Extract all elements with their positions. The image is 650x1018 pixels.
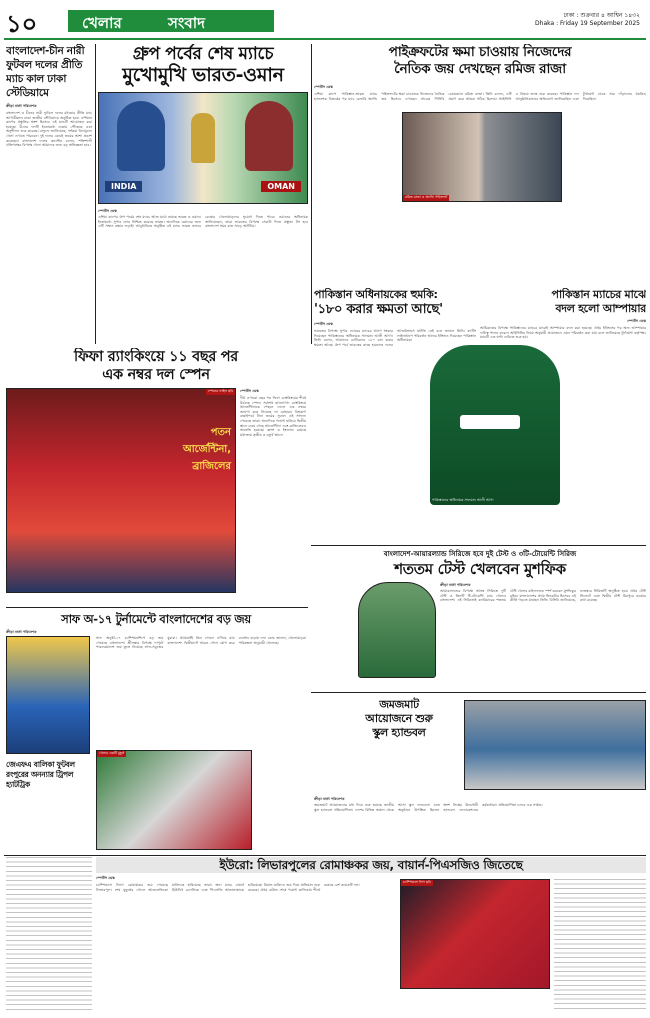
- story4-byline: স্পোর্টস ডেস্ক: [240, 389, 259, 393]
- divider: [4, 855, 646, 856]
- divider: [311, 692, 646, 693]
- story2-photo: [98, 92, 308, 204]
- story1-headline: বাংলাদেশ-চীন নারী ফুটবল দলের প্রীতি ম্যাচ কাল ঢাকা স্টেডিয়ামে: [6, 45, 85, 99]
- story4-headline-1: ফিফা র‍্যাংকিংয়ে ১১ বছর পর: [74, 349, 238, 365]
- story-women-football: [6, 44, 92, 344]
- subhead-line-1: পতন: [210, 427, 231, 438]
- story10-headline: ইউরো: লিভারপুলের রোমাঞ্চকর জয়, বায়ার্ন-পিএসজিও জিতেছে: [96, 857, 646, 873]
- story10-body-more: [554, 879, 646, 1009]
- pepsi-logo: [460, 415, 520, 429]
- story2-byline: স্পোর্টস ডেস্ক: [98, 209, 117, 213]
- story4-headline-2: এক নম্বর দল স্পেন: [102, 367, 210, 383]
- story3-headline-1: পাইক্রফটের ক্ষমা চাওয়ায় নিজেদের: [388, 44, 572, 60]
- story7-kicker: বাংলাদেশ-আয়ারল্যান্ড সিরিজে হবে দুই টেস্ট ও ৩টি-টোয়েন্টি সিরিজ: [383, 550, 577, 558]
- story4-body: দীর্ঘ এগারো বছর পর ফিফা র‍্যাংকিংয়ের শীর্ষে উঠেছে স্পেন। সর্বশেষ হালনাগাদ র‍্যাংকিংয়ে আর্জেন্টিনাকে পেছনে ফেলে এক নম্বরে জায়গা করে নিয়েছে লা রোহারা। বিশ্বকাপ বাছাইপর্বে টানা জয়ের সুবাদে এই সাফল্য পেয়েছে তারা। অন্যদিকে পয়েন্ট হারিয়ে দ্বিতীয় স্থানে নেমে গেছে আর্জেন্টিনা এবং ব্রাজিলেরও অবনতি হয়েছে। ফ্রান্স ও ইংল্যান্ড রয়েছে যথাক্রমে তৃতীয় ও চতুর্থ স্থানে।: [240, 396, 306, 437]
- story7-photo: [358, 582, 436, 678]
- story5-headline-2: '১৮০ করার ক্ষমতা আছে': [314, 302, 443, 317]
- match-photo-caption: খেলার একটি মুহূর্ত: [99, 751, 125, 755]
- story7-headline: শততম টেস্ট খেলবেন মুশফিক: [394, 560, 566, 578]
- story2-headline-2: মুখোমুখি ভারত-ওমান: [122, 64, 284, 86]
- story8-headline: সাফ অ-১৭ টুর্নামেন্টে বাংলাদেশের বড় জয়: [61, 612, 251, 626]
- date-en: Dhaka : Friday 19 September 2025: [535, 20, 640, 27]
- divider: [311, 545, 646, 546]
- story9-headline-2: আয়োজনে শুরু: [365, 712, 433, 725]
- story10-photo-credit: চ্যাম্পিয়নস লিগ ছবি: [403, 880, 431, 884]
- uefa-photo: [400, 879, 550, 989]
- subhead-line-3: ব্রাজিলের: [192, 461, 231, 472]
- brand-right: সংবাদ: [168, 14, 205, 32]
- story2-headline-1: গ্রুপ পর্বের শেষ ম্যাচে: [132, 44, 274, 64]
- story8-caption: জেএফএ বালিকা ফুটবল রংপুরের অনন্যার ট্রিপল হ্যাটট্রিক: [6, 760, 75, 789]
- divider: [6, 607, 308, 608]
- story5-byline: স্পোর্টস ডেস্ক: [314, 322, 333, 326]
- story10-body: চ্যাম্পিয়নস লিগে রোমাঞ্চকর জয় পেয়েছে লিভারপুল। শেষ মুহূর্তের গোলে আতলেতিকো মাদ্রিদকে হারিয়েছে তারা। অন্য ম্যাচে বায়ার্ন মিউনিখ চেলসিকে এবং পিএসজি আতালান্তাকে হারিয়েছে। রিয়াল মাদ্রিদও জয় দিয়ে অভিযান শুরু করেছে। প্রথম রাউন্ড শেষে পয়েন্ট তালিকায় শীর্ষে রয়েছে বেশ কয়েকটি দল।: [96, 883, 360, 892]
- story-uefa: [96, 857, 646, 1013]
- label-india: INDIA: [105, 181, 142, 192]
- brand-bar: [68, 10, 274, 32]
- story4-photo-credit: স্পেনের ফাইল ছবি: [207, 389, 233, 393]
- story-india-oman: [98, 44, 308, 344]
- date-bn: ঢাকা : শুক্রবার ৪ আশ্বিন ১৪৩২: [563, 12, 640, 19]
- story9-byline: ক্রীড়া বার্তা পরিবেশক: [314, 797, 345, 801]
- story8-continued: [6, 857, 92, 1013]
- story3-photo: [402, 112, 562, 202]
- story-fifa-ranking: [6, 348, 306, 606]
- brand-left: খেলার: [82, 14, 122, 32]
- trophy-icon: [191, 113, 215, 163]
- story-mushfiq: [314, 548, 646, 688]
- story3-headline-2: নৈতিক জয় দেখছেন রমিজ রাজা: [394, 61, 566, 77]
- player-right-photo: [245, 101, 293, 171]
- masthead: [0, 0, 650, 40]
- story-saf-u17: [6, 612, 306, 852]
- story7-body: আয়ারল্যান্ডের বিপক্ষে আসন্ন সিরিজে দুটি টেস্ট ও তিনটি টি-টোয়েন্টি ম্যাচ খেলবে বাংলাদেশ। এই সিরিজেই ক্যারিয়ারের শততম টেস্ট খেলার মাইলফলক স্পর্শ করবেন মুশফিকুর রহিম। বাংলাদেশের প্রথম ক্রিকেটার হিসেবে এই কীর্তি গড়তে যাচ্ছেন তিনি। বিসিবি জানিয়েছে, নভেম্বরে সিরিজটি অনুষ্ঠিত হবে। প্রথম টেস্ট সিলেটে এবং দ্বিতীয় টেস্ট মিরপুরে হওয়ার কথা রয়েছে।: [440, 589, 646, 603]
- divider: [95, 44, 96, 344]
- story3-caption: রমিজ রাজা ও অ্যান্ডি পাইক্রফট: [405, 195, 448, 199]
- story6-byline: স্পোর্টস ডেস্ক: [627, 319, 646, 323]
- story5-headline-1: পাকিস্তান অধিনায়কের হুমকি:: [314, 288, 438, 301]
- story9-body: জমজমাট আয়োজনের মধ্য দিয়ে শুরু হয়েছে জাতীয় স্কুল হ্যান্ডবল প্রতিযোগিতা। দেশের বিভিন্ন অঞ্চল থেকে আসা স্কুল দলগুলো এতে অংশ নিচ্ছে। উদ্বোধনী অনুষ্ঠানে উপস্থিত ছিলেন হ্যান্ডবল ফেডারেশনের কর্মকর্তারা। প্রতিযোগিতা চলবে এক সপ্তাহ।: [314, 803, 543, 812]
- story-pycroft: [314, 44, 646, 284]
- story9-headline-3: স্কুল হ্যান্ডবল: [372, 726, 426, 739]
- masthead-rule: [4, 38, 646, 40]
- label-oman: OMAN: [261, 181, 301, 192]
- story2-body: এশিয়া কাপের গ্রুপ পর্বের শেষ ম্যাচে আজ মাঠে নামছে ভারত ও ওমান। ইতোমধ্যে সুপার ফোর নিশ্চিত করেছে ভারত। অন্যদিকে ওমানের জন্য এটি সম্মান রক্ষার লড়াই। আবুধাবিতে অনুষ্ঠিত এই ম্যাচে ভারত তাদের বেঞ্চের খেলোয়াড়দের সুযোগ দিতে পারে। ওমানের অধিনায়ক জানিয়েছেন, তারা ভারতের বিপক্ষে সেরাটা দিতে প্রস্তুত। টস হবে বাংলাদেশ সময় রাত সাড়ে আটটায়।: [98, 215, 308, 229]
- story6-headline-2: বদল হলো আম্পায়ার: [555, 302, 646, 315]
- story9-headline-1: জমজমাট: [379, 698, 419, 711]
- story9-headline: [344, 698, 454, 740]
- story-school-handball: [314, 696, 646, 852]
- story3-body: এশিয়া কাপে পাকিস্তান-ভারত ম্যাচে হ্যান্ডশেক বিতর্কের পর ম্যাচ রেফারি অ্যান্ডি পাইক্রফটের ক্ষমা চাওয়াকে নিজেদের নৈতিক জয় হিসেবে দেখছেন সাবেক পিসিবি চেয়ারম্যান রমিজ রাজা। তিনি বলেন, এটি প্রমাণ করে আমরা সঠিক ছিলাম। আইসিসি এ বিষয়ে তদন্ত শুরু করেছে। পাকিস্তান দল আনুষ্ঠানিকভাবে অভিযোগ জানিয়েছিল এবং টুর্নামেন্ট থেকে সরে দাঁড়ানোর হুমকিও দিয়েছিল।: [314, 92, 646, 101]
- page-number: ১০: [6, 10, 38, 38]
- story6-body: আমিরাতের বিপক্ষে পাকিস্তানের ম্যাচের মাঝেই আম্পায়ার বদল করা হয়েছে। প্রথম ইনিংসের পর অন্য আম্পায়ার দায়িত্ব পালন করেন। আইসিসির নিয়ম অনুযায়ী প্রয়োজনে এমন পরিবর্তন করা যায় বলে জানিয়েছে টুর্নামেন্ট কর্তৃপক্ষ। ম্যাচটি এক ঘণ্টা দেরিতে শুরু হয়।: [480, 326, 646, 340]
- story3-byline: স্পোর্টস ডেস্ক: [314, 85, 333, 89]
- story8-byline: ক্রীড়া বার্তা পরিবেশক: [6, 630, 37, 634]
- subhead-line-2: আর্জেন্টিনা,: [182, 444, 231, 455]
- story4-subhead: [183, 425, 231, 476]
- story7-byline: ক্রীড়া বার্তা পরিবেশক: [440, 583, 471, 587]
- story8-body: সাফ অনূর্ধ্ব-১৭ চ্যাম্পিয়নশিপে বড় জয় পেয়েছে বাংলাদেশ। শ্রীলঙ্কার বিপক্ষে দাপুটে পারফরম্যান্সে জয় তুলে নিয়েছে লাল-সবুজের যুবারা। প্রথমার্ধেই তিন গোলে এগিয়ে যায় বাংলাদেশ। দ্বিতীয়ার্ধে আরও গোল যোগ করে ব্যবধান বাড়ায় দল। কোচ জানান, খেলোয়াড়রা পরিকল্পনা অনুযায়ী খেলেছে।: [96, 636, 306, 650]
- handball-photo: [464, 700, 646, 790]
- pak-player-photo: [430, 345, 560, 505]
- story6-headline-1: পাকিস্তান ম্যাচের মাঝে: [551, 288, 646, 301]
- player-left-photo: [117, 101, 165, 171]
- divider: [311, 44, 312, 344]
- match-photo: [96, 750, 252, 850]
- story1-byline: ক্রীড়া বার্তা পরিবেশক: [6, 104, 37, 108]
- story1-body: বাংলাদেশ ও চীনের নারী ফুটবল দলের মধ্যকার প্রীতি ম্যাচ আগামীকাল ঢাকা জাতীয় স্টেডিয়ামে অনুষ্ঠিত হবে। এশিয়ান কাপের প্রস্তুতির অংশ হিসেবে এই ম্যাচটি আয়োজন করা হয়েছে। চীনের দলটি ইতোমধ্যে ঢাকায় পৌঁছেছে এবং অনুশীলন শুরু করেছে। বাফুফে জানিয়েছে, দর্শকরা বিনামূল্যে খেলা দেখতে পারবেন। দুই দলের কোচই জয়ের আশা প্রকাশ করেছেন। বাংলাদেশ দলের ক্যাপ্টেন বলেন, শক্তিশালী প্রতিপক্ষের বিপক্ষে খেলা আমাদের জন্য বড় অভিজ্ঞতা হবে।: [6, 111, 92, 148]
- story5-body: ভারতের বিপক্ষে সুপার ফোরের ম্যাচের আগে হুংকার দিয়েছেন পাকিস্তানের অধিনায়ক সালমান আলী আগা। তিনি বলেন, আমাদের ব্যাটারদের ১৮০ রান করার ক্ষমতা আছে। গ্রুপ পর্বে ভারতের কাছে হারলেও দলের আত্মবিশ্বাসে ঘাটতি নেই বলে জানান তিনি। ব্যাটিং লাইনআপে পরিবর্তন আনার ইঙ্গিতও দিয়েছেন পাকিস্তান অধিনায়ক।: [314, 329, 476, 347]
- story6-caption: পাকিস্তানের অধিনায়ক সালমান আলী আগা: [432, 498, 494, 503]
- story10-byline: স্পোর্টস ডেস্ক: [96, 876, 115, 880]
- story4-photo: [6, 388, 236, 593]
- girl-photo: [6, 636, 90, 754]
